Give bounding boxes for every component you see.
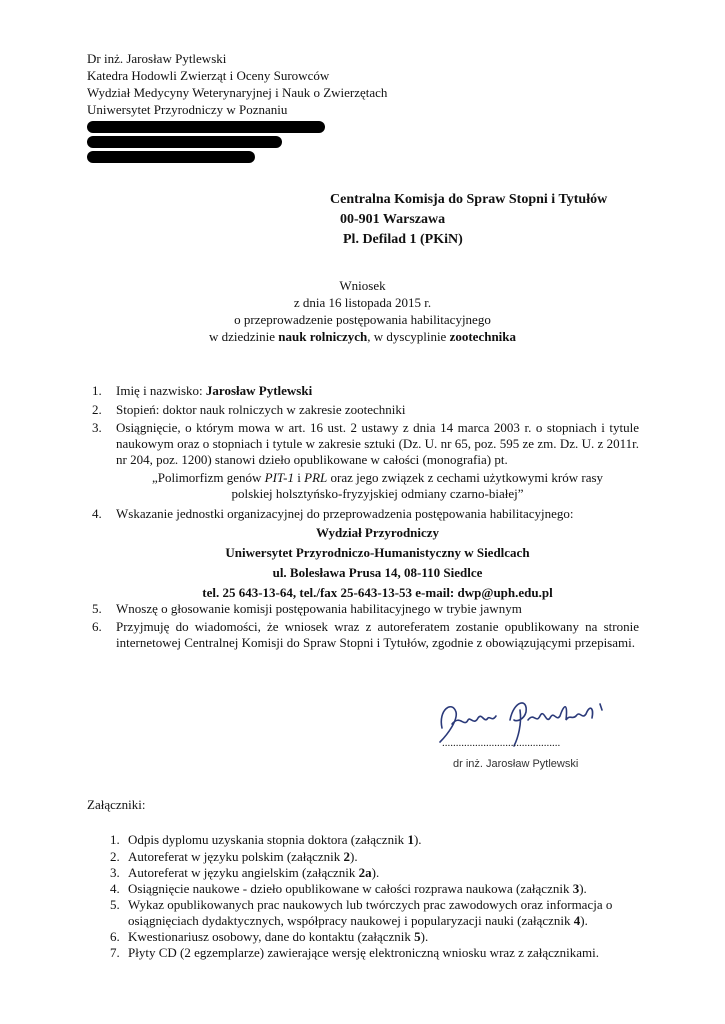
item-text xyxy=(128,865,648,881)
quote-text: „Polimorfizm genów xyxy=(151,470,265,485)
item-text xyxy=(128,881,648,897)
item-number: 3. xyxy=(110,865,120,880)
attachments-heading: Załączniki: xyxy=(87,797,146,812)
applicant-name: Jarosław Pytlewski xyxy=(205,383,313,398)
attachment-text: Autoreferat w języku angielskim (załącznik xyxy=(128,865,359,880)
item-text: Stopień: doktor nauk rolniczych w zakresie zootechniki xyxy=(116,402,406,417)
attachment-ref: 2a xyxy=(358,865,372,880)
attachment-text: Kwestionariusz osobowy, dane do kontaktu (załącznik xyxy=(128,929,415,944)
attachment-end: ). xyxy=(420,929,429,944)
attachment-ref: 3 xyxy=(572,881,580,896)
application-date: z dnia 16 listopada 2015 r. xyxy=(293,295,432,310)
monograph-title-line2: polskiej holsztyńsko-fryzyjskiej odmiany czarno-białej” xyxy=(231,486,524,501)
attachment-text: Osiągnięcie naukowe - dzieło opublikowane w całości rozprawa naukowa (załącznik xyxy=(128,881,573,896)
item-number: 2. xyxy=(92,402,102,417)
signature-name: dr inż. Jarosław Pytlewski xyxy=(453,758,579,770)
sender-faculty: Wydział Medycyny Weterynaryjnej i Nauk o Zwierzętach xyxy=(87,85,388,100)
application-title: Wniosek xyxy=(339,278,386,293)
discipline-prefix: , w dyscyplinie xyxy=(367,329,450,344)
item-number: 5. xyxy=(110,897,120,912)
item-text xyxy=(128,897,648,929)
item-text xyxy=(116,383,639,399)
monograph-title xyxy=(116,470,639,502)
item-number: 6. xyxy=(110,929,120,944)
sender-university: Uniwersytet Przyrodniczy w Poznaniu xyxy=(87,102,288,117)
application-field xyxy=(0,328,725,345)
attachment-end: ). xyxy=(580,913,588,928)
item-text xyxy=(128,945,648,961)
attachment-text: Płyty CD (2 egzemplarze) zawierające wersję elektroniczną wniosku wraz z załącznikami. xyxy=(128,945,600,960)
attachment-ref: 2 xyxy=(343,849,350,864)
gene-name: PIT-1 xyxy=(264,470,294,485)
item-text xyxy=(128,832,648,848)
item-number: 5. xyxy=(92,601,102,616)
attachment-end: ). xyxy=(371,865,380,880)
recipient-address: Pl. Defilad 1 (PKiN) xyxy=(343,232,463,247)
item-text: Osiągnięcie, o którym mowa w art. 16 ust. 2 ustawy z dnia 14 marca 2003 r. o stopniach i tytule naukowym oraz o stopniach i tytule w zakresie sztuki (Dz. U. nr 65, poz. 595 ze zm. Dz. U. z 2011r. nr 204, poz. 1200) stanowi dzieło opublikowane w całości (monografia) pt. xyxy=(116,420,639,467)
signature-line: ........................................... xyxy=(442,737,561,749)
item-number: 4. xyxy=(110,881,120,896)
attachment-ref: 5 xyxy=(414,929,421,944)
redaction-bar xyxy=(87,136,282,148)
monograph-title-line1 xyxy=(116,470,639,486)
recipient-name: Centralna Komisja do Spraw Stopni i Tytułów xyxy=(330,192,608,207)
item-number: 3. xyxy=(92,420,102,435)
application-header xyxy=(0,277,725,345)
attachment-text: Autoreferat w języku polskim (załącznik xyxy=(128,849,344,864)
item-number: 7. xyxy=(110,945,120,960)
redaction-bar xyxy=(87,151,255,163)
signature-block xyxy=(430,690,630,780)
item-number: 4. xyxy=(92,506,102,521)
field-prefix: w dziedzinie xyxy=(208,329,279,344)
item-number: 1. xyxy=(110,832,120,847)
discipline-value: zootechnika xyxy=(449,329,517,344)
item-number: 2. xyxy=(110,849,120,864)
item-text xyxy=(128,849,648,865)
recipient-city: 00-901 Warszawa xyxy=(340,212,446,227)
attachment-ref: 4 xyxy=(573,913,581,928)
institution-contact: tel. 25 643-13-64, tel./fax 25-643-13-53 e-mail: dwp@uph.edu.pl xyxy=(202,585,553,600)
redaction-bar xyxy=(87,121,325,133)
field-value: nauk rolniczych xyxy=(278,329,368,344)
attachment-end: ). xyxy=(413,832,422,847)
item-number: 6. xyxy=(92,619,102,634)
attachment-text: Odpis dyplomu uzyskania stopnia doktora (załącznik xyxy=(128,832,408,847)
sender-department: Katedra Hodowli Zwierząt i Oceny Surowców xyxy=(87,68,330,83)
sender-block xyxy=(87,50,387,163)
gene-name: PRL xyxy=(304,470,328,485)
institution-block xyxy=(116,523,639,603)
attachment-ref: 1 xyxy=(407,832,414,847)
institution-faculty: Wydział Przyrodniczy xyxy=(315,525,440,540)
item-text: Przyjmuję do wiadomości, że wniosek wraz z autoreferatem zostanie opublikowany na stronie internetowej Centralnej Komisji do Spraw Stopni i Tytułów, zgodnie z obowiązującymi przepisami. xyxy=(116,619,639,650)
sender-name: Dr inż. Jarosław Pytlewski xyxy=(87,51,227,66)
item-label: Imię i nazwisko: xyxy=(116,383,206,398)
recipient-block xyxy=(330,190,607,250)
application-subject: o przeprowadzenie postępowania habilitacyjnego xyxy=(234,312,491,327)
institution-university: Uniwersytet Przyrodniczo-Humanistyczny w Siedlcach xyxy=(225,545,530,560)
item-number: 1. xyxy=(92,383,102,398)
quote-text: oraz jego związek z cechami użytkowymi krów rasy xyxy=(327,470,604,485)
quote-text: i xyxy=(294,470,305,485)
item-text: Wskazanie jednostki organizacyjnej do przeprowadzenia postępowania habilitacyjnego: xyxy=(116,506,574,521)
attachment-end: ). xyxy=(350,849,358,864)
institution-address: ul. Bolesława Prusa 14, 08-110 Siedlce xyxy=(272,565,483,580)
item-text: Wnoszę o głosowanie komisji postępowania habilitacyjnego w trybie jawnym xyxy=(116,601,522,616)
item-text xyxy=(128,929,648,945)
attachment-end: ). xyxy=(579,881,587,896)
attachment-text: Wykaz opublikowanych prac naukowych lub twórczych prac zawodowych oraz informacja o osiągnięciach dydaktycznych, współpracy naukowej i popularyzacji nauki (załącznik xyxy=(128,897,613,928)
